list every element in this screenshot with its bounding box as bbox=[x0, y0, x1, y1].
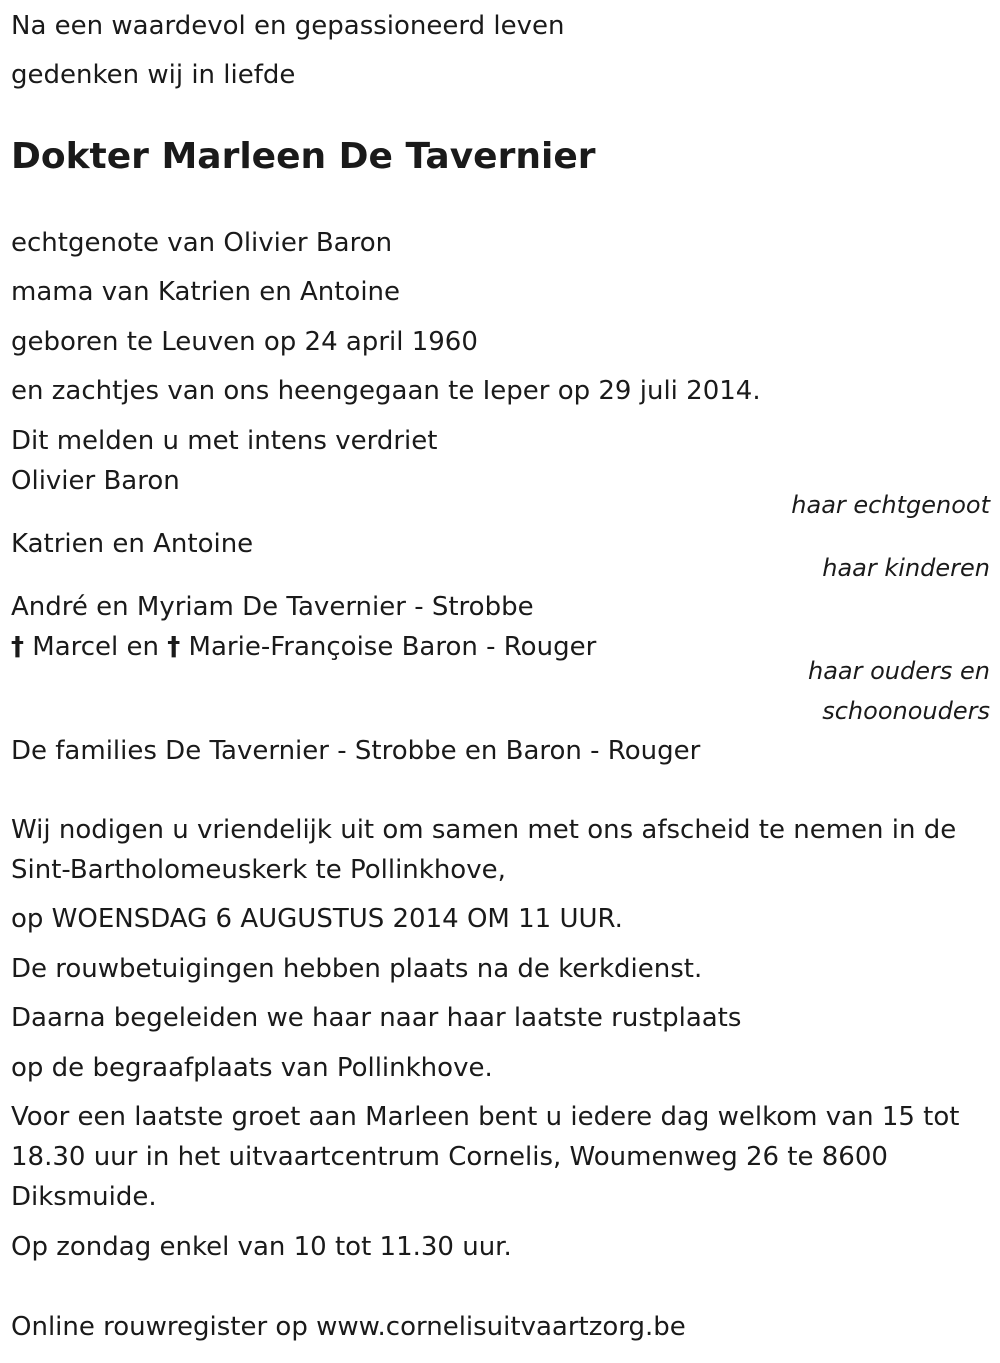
children-line: mama van Katrien en Antoine bbox=[11, 277, 401, 307]
mourner-spouse-name: Olivier Baron bbox=[11, 466, 180, 496]
born-line: geboren te Leuven op 24 april 1960 bbox=[11, 327, 478, 357]
spouse-line: echtgenote van Olivier Baron bbox=[11, 228, 393, 258]
burial-line-2: op de begraafplaats van Pollinkhove. bbox=[11, 1053, 493, 1083]
mourner-children-names: Katrien en Antoine bbox=[11, 529, 254, 559]
cross-icon: † bbox=[167, 632, 181, 662]
intro-line-2: gedenken wij in liefde bbox=[11, 60, 296, 90]
inlaws-text-part-2: Marie-Françoise Baron - Rouger bbox=[180, 632, 597, 662]
mourner-inlaws-line bbox=[11, 627, 596, 667]
cross-icon: † bbox=[11, 632, 24, 662]
families-line: De families De Tavernier - Strobbe en Baron - Rouger bbox=[11, 736, 701, 766]
invitation-paragraph: Wij nodigen u vriendelijk uit om samen met ons afscheid te nemen in de Sint-Bartholomeuskerk te Pollinkhove, bbox=[11, 815, 957, 885]
intro-line-1: Na een waardevol en gepassioneerd leven bbox=[11, 11, 565, 41]
ceremony-date-time: op WOENSDAG 6 AUGUSTUS 2014 OM 11 UUR. bbox=[11, 904, 623, 934]
mourner-parents-role-line-2: schoonouders bbox=[822, 697, 990, 725]
burial-line-1: Daarna begeleiden we haar naar haar laatste rustplaats bbox=[11, 1003, 742, 1033]
deceased-name: Dokter Marleen De Tavernier bbox=[11, 136, 596, 177]
visitation-paragraph: Voor een laatste groet aan Marleen bent u iedere dag welkom van 15 tot 18.30 uur in het uitvaartcentrum Cornelis, Woumenweg 26 te 8600 Diksmuide. bbox=[11, 1102, 960, 1212]
inlaws-text-part-1: Marcel en bbox=[24, 632, 168, 662]
announcement-line: Dit melden u met intens verdriet bbox=[11, 426, 438, 456]
died-line: en zachtjes van ons heengegaan te Ieper op 29 juli 2014. bbox=[11, 376, 761, 406]
mourner-parents-role-line-1: haar ouders en bbox=[808, 657, 990, 685]
mourner-spouse-role: haar echtgenoot bbox=[791, 491, 990, 519]
sunday-line: Op zondag enkel van 10 tot 11.30 uur. bbox=[11, 1232, 512, 1262]
mourner-parents-names: André en Myriam De Tavernier - Strobbe bbox=[11, 592, 534, 622]
online-register-line: Online rouwregister op www.cornelisuitvaartzorg.be bbox=[11, 1312, 686, 1342]
mourner-children-role: haar kinderen bbox=[822, 554, 990, 582]
condolences-line: De rouwbetuigingen hebben plaats na de kerkdienst. bbox=[11, 954, 703, 984]
